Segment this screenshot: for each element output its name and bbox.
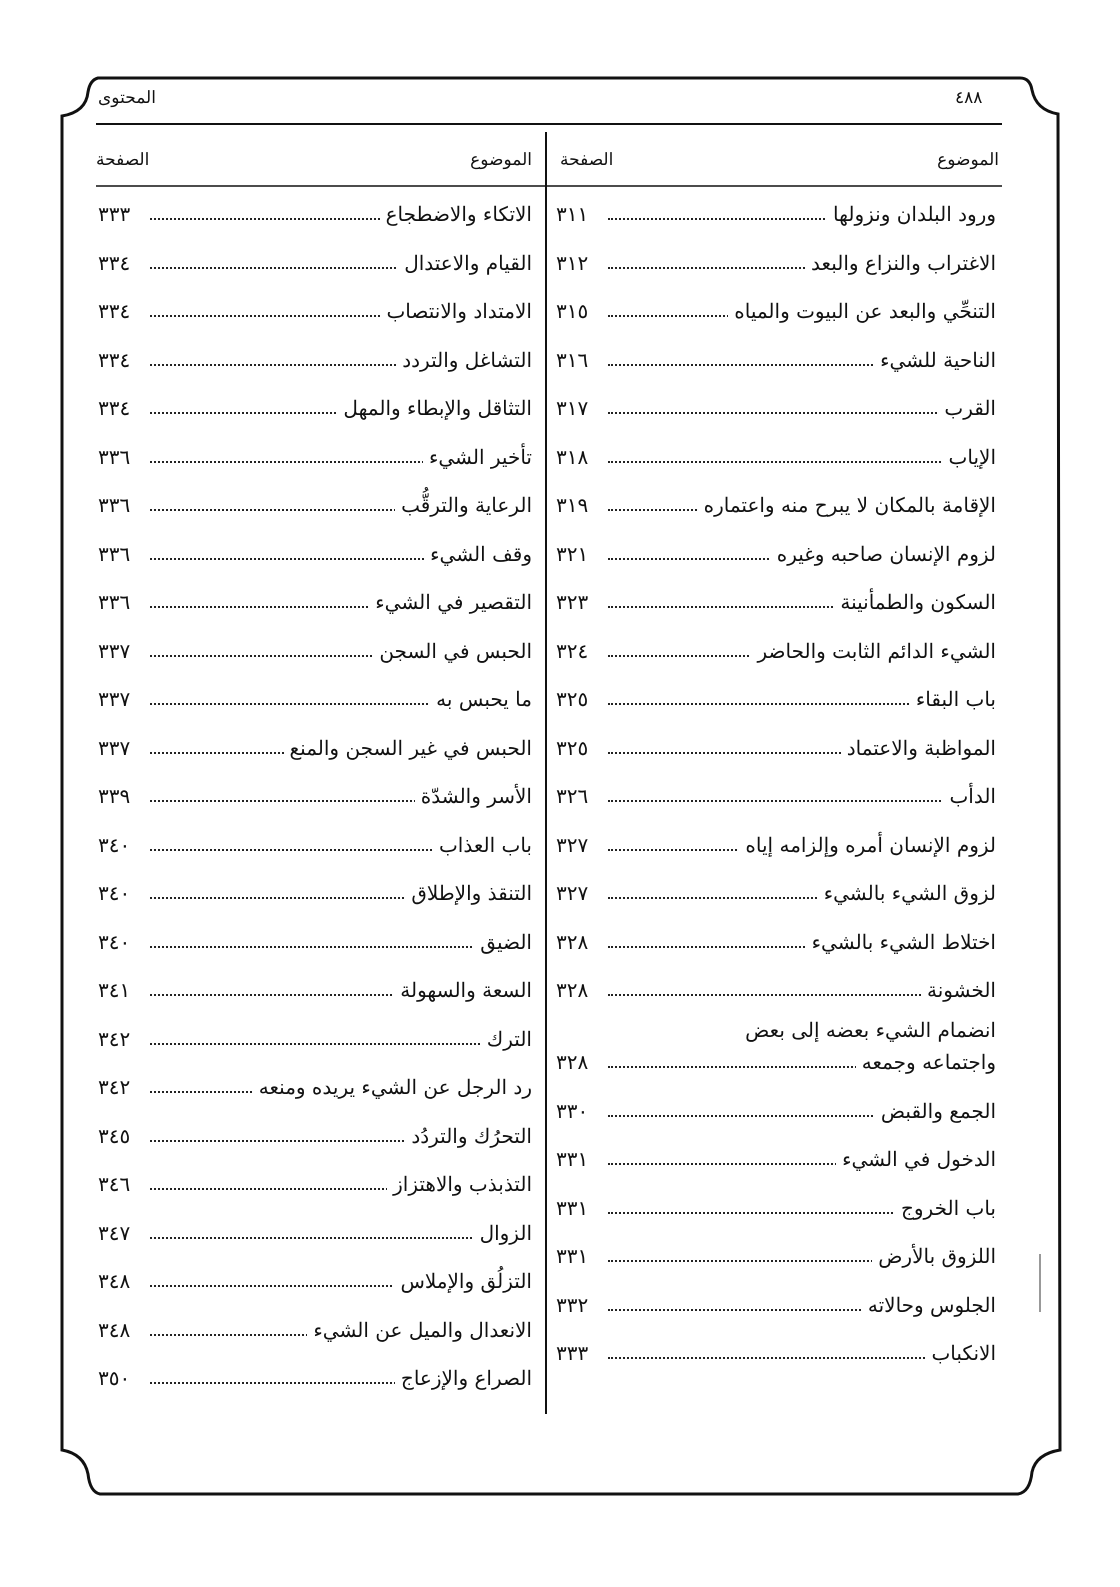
entry-topic: الحبس في السجن <box>373 637 532 665</box>
toc-entry <box>556 1141 996 1181</box>
entry-page: ٣٣٣ <box>556 1339 606 1367</box>
toc-entry <box>98 1021 532 1061</box>
entry-topic: الانكباب <box>925 1339 996 1367</box>
toc-entry <box>98 1360 532 1400</box>
entry-topic: انضمام الشيء بعضه إلى بعض <box>739 1016 996 1044</box>
toc-entry <box>98 1069 532 1109</box>
toc-entry <box>556 390 996 430</box>
entry-page: ٣١٨ <box>556 443 606 471</box>
entry-page: ٣١٦ <box>556 346 606 374</box>
entry-topic: الامتداد والانتصاب <box>380 297 532 325</box>
entry-topic: الأسر والشدّة <box>415 782 532 810</box>
entry-page: ٣٣١ <box>556 1145 606 1173</box>
toc-entry <box>556 1093 996 1133</box>
entry-topic: لزوم الإنسان أمره وإلزامه إياه <box>739 831 996 859</box>
toc-entry <box>98 196 532 236</box>
entry-page: ٣٢٧ <box>556 831 606 859</box>
toc-entry <box>98 536 532 576</box>
entry-topic: لزوق الشيء بالشيء <box>818 879 996 907</box>
entry-topic: ورود البلدان ونزولها <box>827 200 996 228</box>
toc-entry <box>556 1044 996 1084</box>
entry-page: ٣٣٦ <box>98 443 148 471</box>
entry-topic: الدخول في الشيء <box>836 1145 996 1173</box>
toc-entry <box>98 584 532 624</box>
entry-page: ٣٤٧ <box>98 1219 148 1247</box>
entry-topic: المواظبة والاعتماد <box>841 734 996 762</box>
entry-topic: التشاغل والتردد <box>396 346 532 374</box>
entry-page: ٣٢١ <box>556 540 606 568</box>
entry-topic: الناحية للشيء <box>874 346 996 374</box>
entry-topic: الترك <box>481 1025 532 1053</box>
toc-entry <box>98 293 532 333</box>
toc-entry <box>556 633 996 673</box>
toc-entry <box>556 924 996 964</box>
toc-entry <box>98 827 532 867</box>
dot-leader <box>608 800 996 802</box>
toc-entry <box>556 536 996 576</box>
entry-topic: الصراع والإزعاج <box>395 1364 532 1392</box>
entry-page: ٣٣٠ <box>556 1097 606 1125</box>
entry-topic: باب العذاب <box>433 831 532 859</box>
entry-topic: باب البقاء <box>910 685 996 713</box>
entry-topic: وقف الشيء <box>424 540 532 568</box>
entry-topic: التذبذب والاهتزاز <box>387 1170 532 1198</box>
left-page-label: الصفحة <box>96 150 150 170</box>
right-topic-label: الموضوع <box>937 150 999 170</box>
toc-entry <box>556 972 996 1012</box>
toc-entry <box>556 342 996 382</box>
entry-page: ٣٣٢ <box>556 1291 606 1319</box>
entry-page: ٣٤٥ <box>98 1122 148 1150</box>
entry-topic: الحبس في غير السجن والمنع <box>284 734 532 762</box>
entry-topic: الانعدال والميل عن الشيء <box>307 1316 532 1344</box>
entry-page: ٣٣٤ <box>98 346 148 374</box>
toc-entry <box>98 439 532 479</box>
entry-topic: التثاقل والإبطاء والمهل <box>337 394 532 422</box>
entry-page: ٣٤٨ <box>98 1316 148 1344</box>
toc-entry <box>98 778 532 818</box>
entry-topic: الإقامة بالمكان لا يبرح منه واعتماره <box>698 491 996 519</box>
left-topic-label: الموضوع <box>470 150 532 170</box>
toc-entry <box>556 827 996 867</box>
entry-topic: التقصير في الشيء <box>369 588 532 616</box>
entry-page: ٣٣٤ <box>98 394 148 422</box>
entry-page: ٣٣٧ <box>98 734 148 762</box>
entry-topic: الدأب <box>943 782 996 810</box>
entry-page: ٣١٧ <box>556 394 606 422</box>
toc-entry <box>556 1190 996 1230</box>
entry-topic: الزوال <box>474 1219 532 1247</box>
entry-page: ٣١٢ <box>556 249 606 277</box>
entry-page: ٣٣٩ <box>98 782 148 810</box>
entry-topic: التنحِّي والبعد عن البيوت والمياه <box>728 297 996 325</box>
dot-leader <box>150 1043 532 1045</box>
entry-page: ٣٤٦ <box>98 1170 148 1198</box>
toc-entry <box>98 633 532 673</box>
entry-topic: الخشونة <box>921 976 996 1004</box>
entry-page: ٣٤٠ <box>98 831 148 859</box>
entry-page: ٣٣٧ <box>98 685 148 713</box>
entry-page: ٣٢٨ <box>556 1048 606 1076</box>
entry-page: ٣٥٠ <box>98 1364 148 1392</box>
entry-topic: الضيق <box>474 928 532 956</box>
entry-topic: لزوم الإنسان صاحبه وغيره <box>771 540 996 568</box>
entry-page: ٣٢٨ <box>556 976 606 1004</box>
toc-entry <box>98 924 532 964</box>
entry-page: ٣٢٤ <box>556 637 606 665</box>
toc-entry <box>98 1166 532 1206</box>
entry-page: ٣٣٦ <box>98 540 148 568</box>
toc-entry <box>98 1215 532 1255</box>
toc-entry <box>98 487 532 527</box>
toc-entry <box>556 439 996 479</box>
toc-entry <box>556 584 996 624</box>
entry-page: ٣٢٣ <box>556 588 606 616</box>
entry-page: ٣٢٥ <box>556 685 606 713</box>
toc-entry <box>556 196 996 236</box>
entry-topic: باب الخروج <box>895 1194 996 1222</box>
entry-page: ٣٣٦ <box>98 588 148 616</box>
entry-topic: ما يحبس به <box>430 685 532 713</box>
entry-topic: الاتكاء والاضطجاع <box>380 200 532 228</box>
toc-entry <box>556 681 996 721</box>
toc-entry <box>556 1335 996 1375</box>
toc-entry <box>98 1312 532 1352</box>
page-number: ٤٨٨ <box>955 88 983 108</box>
entry-page: ٣٤٠ <box>98 879 148 907</box>
entry-topic: الإياب <box>943 443 996 471</box>
entry-page: ٣٢٨ <box>556 928 606 956</box>
entry-topic: التزلُق والإملاس <box>394 1267 532 1295</box>
toc-entry <box>98 390 532 430</box>
entry-topic: رد الرجل عن الشيء يريده ومنعه <box>253 1073 532 1101</box>
entry-page: ٣٤١ <box>98 976 148 1004</box>
toc-entry <box>556 293 996 333</box>
entry-topic: الرعاية والترقُّب <box>395 491 532 519</box>
toc-entry <box>556 730 996 770</box>
entry-page: ٣١٩ <box>556 491 606 519</box>
toc-entry <box>98 1118 532 1158</box>
toc-entry <box>98 1263 532 1303</box>
entry-topic: السكون والطمأنينة <box>834 588 996 616</box>
entry-page: ٣٢٧ <box>556 879 606 907</box>
entry-page: ٣٣٣ <box>98 200 148 228</box>
toc-entry <box>98 730 532 770</box>
entry-topic: الجلوس وحالاته <box>862 1291 996 1319</box>
entry-page: ٣٤٨ <box>98 1267 148 1295</box>
toc-entry <box>556 1287 996 1327</box>
entry-topic: واجتماعه وجمعه <box>856 1048 996 1076</box>
entry-topic: الاغتراب والنزاع والبعد <box>805 249 996 277</box>
toc-entry <box>556 875 996 915</box>
toc-entry <box>98 342 532 382</box>
section-title: المحتوى <box>98 88 156 108</box>
toc-entry <box>556 778 996 818</box>
toc-entry <box>98 681 532 721</box>
entry-topic: اختلاط الشيء بالشيء <box>806 928 996 956</box>
toc-entry <box>556 1238 996 1278</box>
entry-page: ٣٤٢ <box>98 1073 148 1101</box>
dot-leader <box>608 461 996 463</box>
right-page-label: الصفحة <box>560 150 614 170</box>
entry-topic: القرب <box>938 394 996 422</box>
entry-page: ٣٤٠ <box>98 928 148 956</box>
toc-entry <box>98 245 532 285</box>
entry-topic: الشيء الدائم الثابت والحاضر <box>751 637 996 665</box>
toc-entry <box>98 875 532 915</box>
entry-topic: القيام والاعتدال <box>398 249 532 277</box>
entry-topic: اللزوق بالأرض <box>872 1242 996 1270</box>
entry-topic: التنقذ والإطلاق <box>405 879 532 907</box>
entry-page: ٣٣١ <box>556 1194 606 1222</box>
entry-page: ٣١٥ <box>556 297 606 325</box>
entry-page: ٣٣٤ <box>98 297 148 325</box>
entry-topic: تأخير الشيء <box>423 443 532 471</box>
entry-topic: التحرُك والتردُد <box>405 1122 532 1150</box>
entry-page: ٣٢٦ <box>556 782 606 810</box>
toc-entry <box>98 972 532 1012</box>
entry-page: ٣٣٤ <box>98 249 148 277</box>
entry-topic: الجمع والقبض <box>875 1097 996 1125</box>
entry-page: ٣٣١ <box>556 1242 606 1270</box>
toc-entry <box>556 487 996 527</box>
entry-page: ٣٢٥ <box>556 734 606 762</box>
toc-entry <box>556 245 996 285</box>
entry-page: ٣١١ <box>556 200 606 228</box>
entry-page: ٣٣٧ <box>98 637 148 665</box>
entry-page: ٣٣٦ <box>98 491 148 519</box>
entry-topic: السعة والسهولة <box>394 976 532 1004</box>
entry-page: ٣٤٢ <box>98 1025 148 1053</box>
